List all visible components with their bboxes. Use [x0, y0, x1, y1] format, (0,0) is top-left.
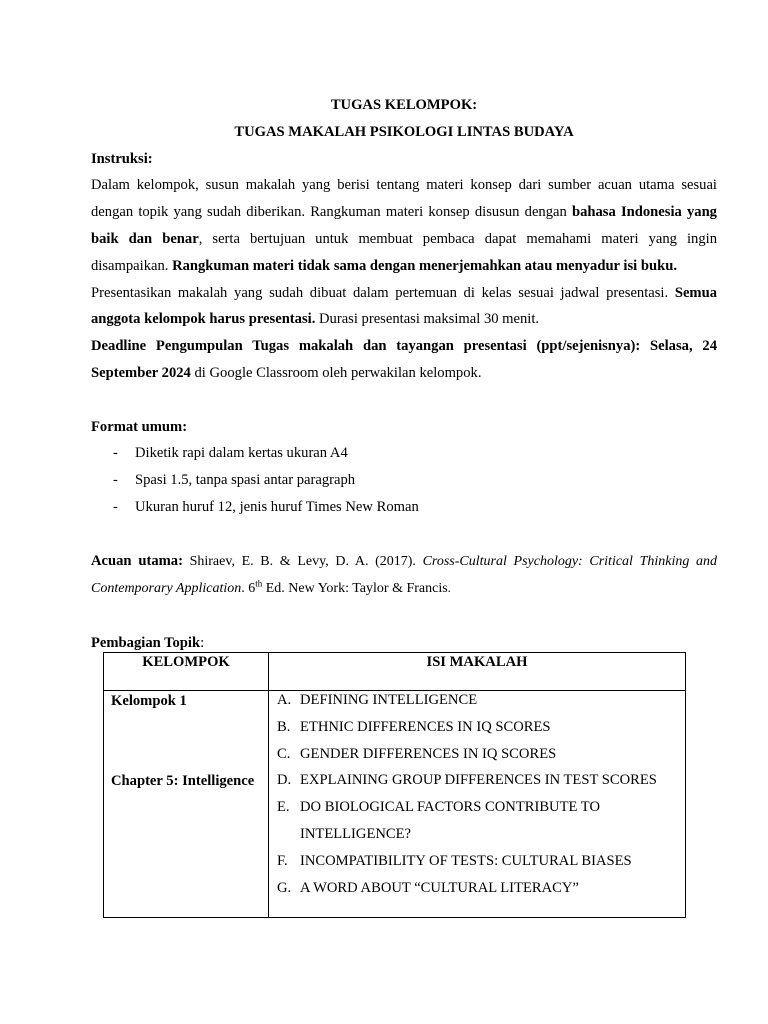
instruksi-p1-text-a: Dalam kelompok, susun makalah yang berisi tentang materi konsep dari sumber acuan utama sesuai dengan topik yang sudah diberikan. Rangkuman materi konsep disusun dengan: [91, 177, 717, 221]
acuan-label: Acuan utama:: [91, 552, 183, 569]
kelompok-chapter: Chapter 5: Intelligence: [111, 773, 255, 789]
list-item-text: EXPLAINING GROUP DIFFERENCES IN TEST SCORES: [300, 772, 657, 789]
list-item: [91, 440, 717, 467]
title-line-2: TUGAS MAKALAH PSIKOLOGI LINTAS BUDAYA: [234, 123, 574, 140]
spacer: [91, 387, 717, 414]
list-item-text: ETHNIC DIFFERENCES IN IQ SCORES: [300, 718, 551, 735]
list-item-text: A WORD ABOUT “CULTURAL LITERACY”: [300, 879, 579, 896]
list-item-text: Diketik rapi dalam kertas ukuran A4: [135, 445, 348, 462]
list-marker: E.: [277, 799, 290, 816]
list-item: [277, 794, 685, 848]
list-item: [277, 714, 685, 741]
topic-table: [103, 652, 686, 918]
deadline-paragraph: [91, 333, 717, 387]
list-item-text: DO BIOLOGICAL FACTORS CONTRIBUTE TO INTELLIGENCE?: [300, 799, 600, 842]
dash-bullet: -: [113, 445, 118, 462]
list-item-text: Ukuran huruf 12, jenis huruf Times New Roman: [135, 498, 419, 515]
list-marker: C.: [277, 745, 291, 762]
list-item: [91, 467, 717, 494]
spacer: [91, 521, 717, 548]
spacer: [91, 603, 717, 630]
list-item-text: INCOMPATIBILITY OF TESTS: CULTURAL BIASES: [300, 852, 632, 869]
instruksi-p2-text-a: Presentasikan makalah yang sudah dibuat dalam pertemuan di kelas sesuai jadwal presentasi.: [91, 284, 675, 301]
format-list: [91, 440, 717, 520]
kelompok-cell: [104, 691, 269, 918]
list-item: [277, 741, 685, 768]
dash-bullet: -: [113, 472, 118, 489]
header-isi-makalah: ISI MAKALAH: [269, 653, 686, 691]
instruksi-p1-bold-b: bahasa Indonesia yang baik dan benar: [91, 204, 717, 247]
pembagian-colon: :: [200, 634, 205, 651]
deadline-text: di Google Classroom oleh perwakilan kelompok.: [190, 364, 482, 381]
instruksi-paragraph-2: [91, 280, 717, 334]
instruksi-p1-text-c: , serta bertujuan untuk membuat pembaca dapat memahami materi yang ingin disampaikan.: [91, 230, 717, 274]
title-line-1: TUGAS KELOMPOK:: [330, 97, 478, 113]
instruksi-p2-bold-b: Semua anggota kelompok harus presentasi.: [91, 284, 717, 328]
list-item: [277, 848, 685, 875]
reference-paragraph: [91, 548, 717, 604]
dash-bullet: -: [113, 498, 118, 515]
pembagian-label: Pembagian Topik: [91, 634, 201, 651]
acuan-authors: Shiraev, E. B. & Levy, D. A. (2017).: [182, 553, 423, 569]
list-item: [91, 494, 717, 521]
list-item: [277, 767, 685, 794]
list-item: [277, 875, 685, 902]
list-marker: A.: [277, 692, 292, 708]
format-label: Format umum:: [91, 418, 188, 435]
table-header-row: [104, 653, 686, 691]
list-marker: G.: [277, 879, 292, 896]
instruksi-p1-bold-d: Rangkuman materi tidak sama dengan menerjemahkan atau menyadur isi buku.: [172, 257, 677, 274]
instruksi-p2-text-c: Durasi presentasi maksimal 30 menit.: [315, 311, 540, 328]
kelompok-name: Kelompok 1: [111, 693, 187, 709]
isi-list: [269, 687, 685, 901]
list-marker: F.: [277, 852, 288, 869]
list-item-text: GENDER DIFFERENCES IN IQ SCORES: [300, 745, 557, 762]
instruksi-paragraph-1: [91, 172, 717, 279]
deadline-bold-text: Deadline Pengumpulan Tugas makalah dan tayangan presentasi (ppt/sejenisnya): Selasa, 24 September 2024: [91, 338, 717, 381]
acuan-publisher: Ed. New York: Taylor & Francis: [262, 581, 448, 597]
isi-makalah-cell: [269, 691, 686, 918]
table-row: [104, 691, 686, 918]
acuan-title: Cross-Cultural Psychology: Critical Thinking and Contemporary Application: [91, 553, 718, 597]
list-marker: D.: [277, 772, 292, 789]
header-kelompok: KELOMPOK: [104, 653, 269, 691]
acuan-edition-sup: th: [255, 578, 263, 589]
instruksi-label: Instruksi:: [91, 150, 153, 167]
document-page: [91, 92, 718, 896]
list-item: [277, 687, 685, 714]
list-item-text: Spasi 1.5, tanpa spasi antar paragraph: [135, 472, 356, 489]
acuan-end: .: [447, 580, 451, 596]
list-item-text: DEFINING INTELLIGENCE: [300, 692, 478, 708]
list-marker: B.: [277, 718, 291, 735]
acuan-edition: . 6: [241, 581, 256, 597]
